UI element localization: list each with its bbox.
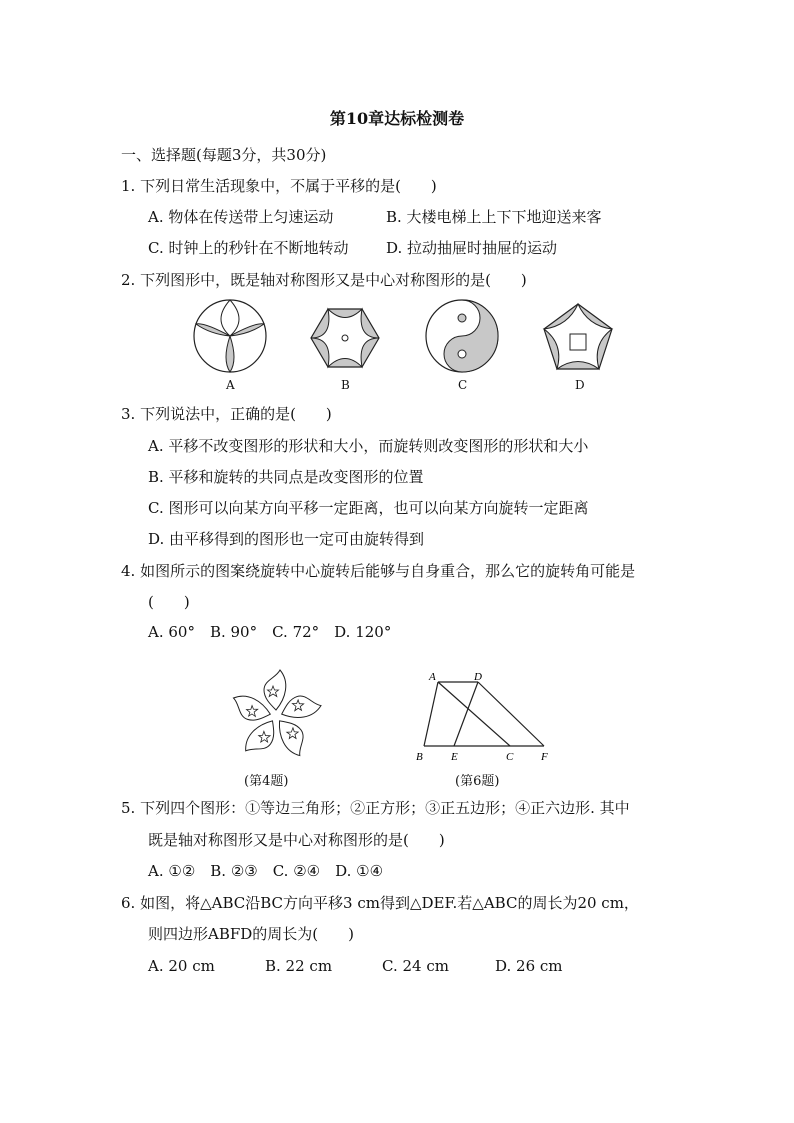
q6-point-e: E xyxy=(451,751,458,763)
q1-option-b: B. 大楼电梯上上下下地迎送来客 xyxy=(386,208,602,226)
q1-option-d: D. 拉动抽屉时抽屉的运动 xyxy=(386,239,558,257)
q6-option-a: A. 20 cm xyxy=(148,957,215,975)
q6-point-c: C xyxy=(506,751,514,763)
q6-point-b: B xyxy=(416,751,423,763)
q4-stem: 4. 如图所示的图案绕旋转中心旋转后能够与自身重合，那么它的旋转角可能是 xyxy=(121,562,636,580)
q2-figure-b xyxy=(311,309,379,367)
q3-option-d: D. 由平移得到的图形也一定可由旋转得到 xyxy=(148,530,425,548)
q3-option-a: A. 平移不改变图形的形状和大小，而旋转则改变图形的形状和大小 xyxy=(148,437,589,455)
q3-option-c: C. 图形可以向某方向平移一定距离，也可以向某方向旋转一定距离 xyxy=(148,499,589,517)
q2-label-c: C xyxy=(458,378,468,392)
q6-stem-line2: 则四边形ABFD的周长为( ) xyxy=(148,925,354,943)
q2-stem: 2. 下列图形中，既是轴对称图形又是中心对称图形的是( ) xyxy=(121,271,527,289)
q4-figure xyxy=(226,666,326,766)
q6-point-a: A xyxy=(429,671,436,683)
q6-option-c: C. 24 cm xyxy=(382,957,449,975)
q5-options: A. ①② B. ②③ C. ②④ D. ①④ xyxy=(148,862,384,880)
page-title: 第10章达标检测卷 xyxy=(329,109,465,128)
q6-option-b: B. 22 cm xyxy=(265,957,333,975)
q2-label-b: B xyxy=(341,378,350,392)
q4-paren: ( ) xyxy=(148,593,190,611)
section-heading: 一、选择题(每题3分，共30分) xyxy=(121,146,327,164)
q2-label-a: A xyxy=(226,378,235,392)
q6-stem-line1: 6. 如图，将△ABC沿BC方向平移3 cm得到△DEF.若△ABC的周长为20 cm， xyxy=(121,894,639,912)
q2-figure-d xyxy=(544,304,612,369)
q6-point-f: F xyxy=(541,751,548,763)
q2-figures xyxy=(190,298,620,394)
q3-option-b: B. 平移和旋转的共同点是改变图形的位置 xyxy=(148,468,424,486)
q3-stem: 3. 下列说法中，正确的是( ) xyxy=(121,405,332,423)
q2-label-d: D xyxy=(575,378,585,392)
q2-figure-a xyxy=(194,300,266,372)
q5-stem-line2: 既是轴对称图形又是中心对称图形的是( ) xyxy=(148,831,445,849)
q5-stem-line1: 5. 下列四个图形：①等边三角形；②正方形；③正五边形；④正六边形. 其中 xyxy=(121,799,630,817)
q6-figure xyxy=(410,668,560,768)
q1-option-a: A. 物体在传送带上匀速运动 xyxy=(148,208,334,226)
q1-option-c: C. 时钟上的秒针在不断地转动 xyxy=(148,239,349,257)
q6-caption: (第6题) xyxy=(455,774,500,789)
q6-option-d: D. 26 cm xyxy=(495,957,563,975)
q4-caption: (第4题) xyxy=(244,774,289,789)
q1-stem: 1. 下列日常生活现象中，不属于平移的是( ) xyxy=(121,177,437,195)
q6-point-d: D xyxy=(474,671,482,683)
q2-figure-c xyxy=(426,300,498,372)
q4-options: A. 60° B. 90° C. 72° D. 120° xyxy=(148,623,392,641)
